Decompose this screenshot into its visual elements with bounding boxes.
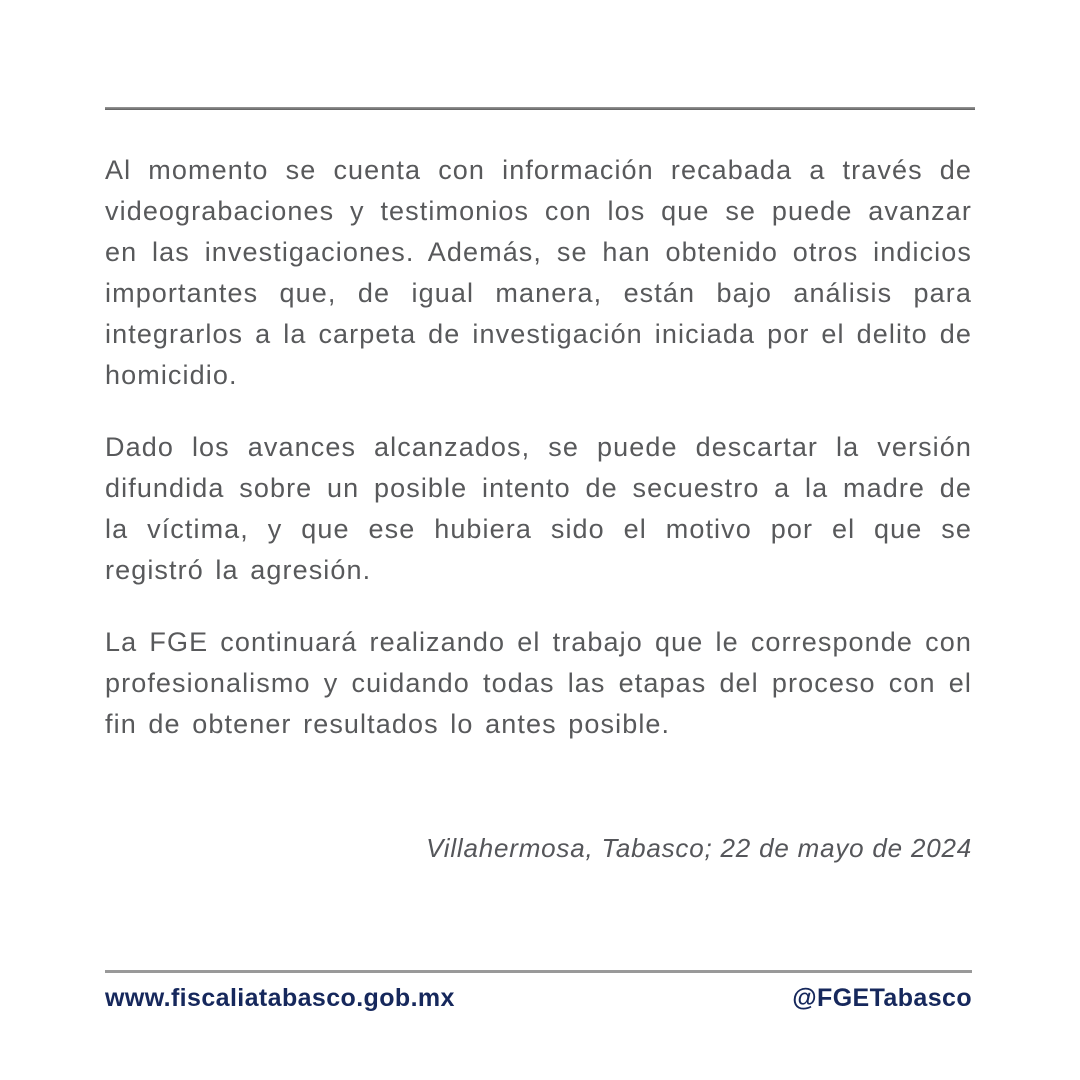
press-release-body [105, 150, 972, 866]
body-paragraph: Dado los avances alcanzados, se puede descartar la versión difundida sobre un posible intento de secuestro a la madre de la víctima, y que ese hubiera sido el motivo por el que se registró la agresión. [105, 432, 972, 585]
footer-twitter-handle: @FGETabasco [792, 984, 972, 1012]
body-paragraph: La FGE continuará realizando el trabajo que le corresponde con profesionalismo y cuidando todas las etapas del proceso con el fin de obtener resultados lo antes posible. [105, 627, 972, 739]
body-paragraph: Al momento se cuenta con información recabada a través de videograbaciones y testimonios con los que se puede avanzar en las investigaciones. Además, se han obtenido otros indicios importantes que, de igual manera, están bajo análisis para integrarlos a la carpeta de investigación iniciada por el delito de homicidio. [105, 155, 972, 390]
top-divider [105, 107, 975, 110]
dateline: Villahermosa, Tabasco; 22 de mayo de 2024 [426, 833, 972, 863]
footer-website-text: www.fiscaliatabasco.gob.mx [105, 984, 455, 1012]
footer [105, 970, 972, 1013]
